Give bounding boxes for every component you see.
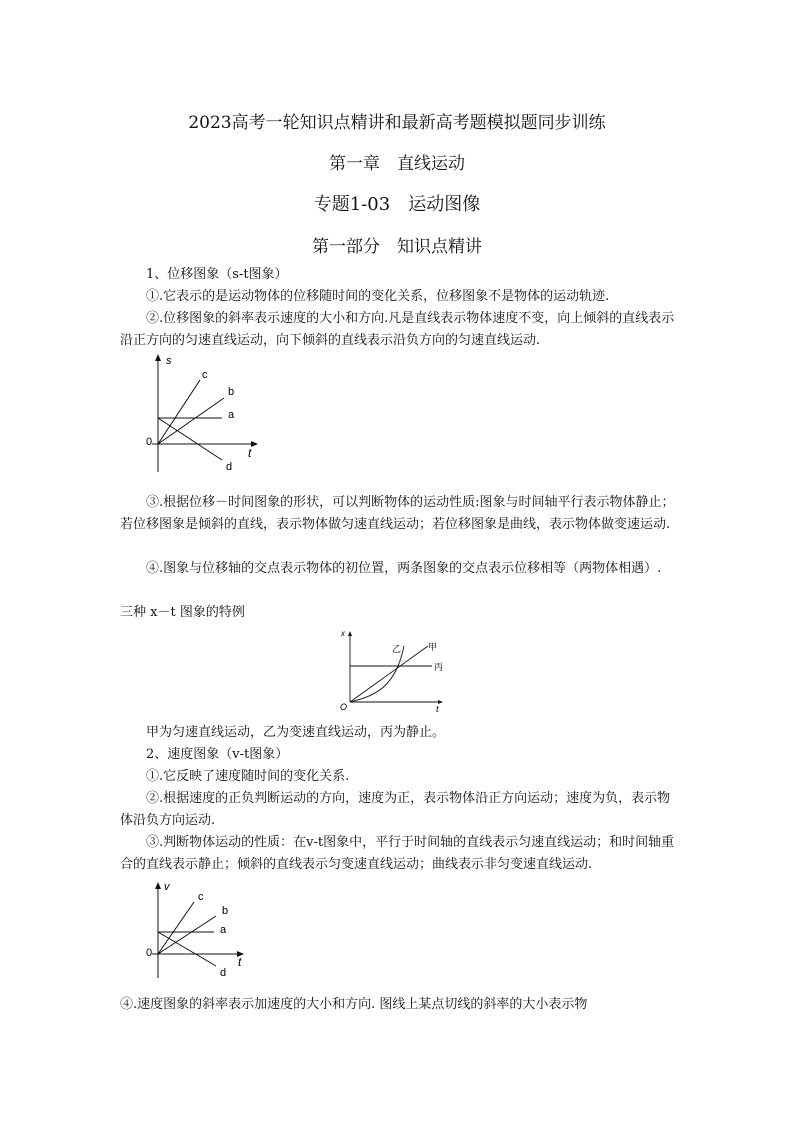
section2-p2: ②.根据速度的正负判断运动的方向，速度为正，表示物体沿正方向运动；速度为负，表示物体沿负方向运动.	[120, 791, 671, 828]
section1-p2: ②.位移图象的斜率表示速度的大小和方向.凡是直线表示物体速度不变，向上倾斜的直线表示沿正方向的匀速直线运动，向下倾斜的直线表示沿负方向的匀速直线运动.	[120, 311, 675, 348]
vt-x-label: t	[238, 955, 242, 969]
st-line-c	[158, 380, 200, 444]
section2-p1: ①.它反映了速度随时间的变化关系.	[146, 769, 350, 784]
st-label-a: a	[228, 409, 235, 421]
st-line-b	[158, 398, 224, 444]
st-label-c: c	[202, 369, 208, 381]
section1-p4: ④.图象与位移轴的交点表示物体的初位置，两条图象的交点表示位移相等（两物体相遇）.	[146, 561, 662, 576]
section2-p3: ③.判断物体运动的性质：在v-t图象中，平行于时间轴的直线表示匀速直线运动；和时间轴重合的直线表示静止；倾斜的直线表示匀变速直线运动；曲线表示非匀变速直线运动.	[120, 835, 675, 872]
st-label-d: d	[226, 461, 233, 473]
xt-curve-yi	[350, 646, 404, 702]
topic-title: 专题1-03 运动图像	[313, 194, 481, 215]
vt-line-b	[158, 916, 216, 954]
xt-y-label: x	[341, 629, 345, 638]
vt-line-c	[158, 902, 194, 954]
vt-label-a: a	[220, 924, 227, 936]
vt-label-c: c	[198, 891, 204, 903]
xt-label-bing: 丙	[434, 662, 444, 672]
section2-p4: ④.速度图象的斜率表示加速度的大小和方向. 图线上某点切线的斜率的大小表示物	[120, 997, 588, 1012]
examples-heading: 三种 x－t 图象的特例	[120, 605, 245, 620]
section1-heading: 1、位移图象（s-t图象）	[146, 267, 288, 282]
vt-y-label: v	[164, 881, 170, 893]
vt-label-b: b	[222, 905, 229, 917]
xt-y-arrow	[348, 631, 352, 636]
xt-examples-figure	[336, 626, 456, 714]
xt-label-yi: 乙	[392, 644, 402, 654]
section2-heading: 2、速度图象（v-t图象）	[146, 747, 289, 762]
xt-x-arrow	[438, 700, 443, 704]
main-title: 2023高考一轮知识点精讲和最新高考题模拟题同步训练	[188, 113, 606, 133]
vt-graph-figure	[140, 878, 260, 982]
vt-line-d	[158, 932, 216, 966]
st-label-b: b	[228, 386, 235, 398]
section1-p1: ①.它表示的是运动物体的位移随时间的变化关系，位移图象不是物体的运动轨迹.	[146, 289, 610, 304]
xt-x-label: t	[436, 704, 439, 714]
examples-caption: 甲为匀速直线运动，乙为变速直线运动，丙为静止。	[146, 725, 446, 740]
vt-y-arrow	[155, 882, 161, 889]
st-y-label: s	[166, 355, 172, 367]
st-y-arrow	[155, 354, 161, 361]
part-title: 第一部分 知识点精讲	[312, 237, 482, 257]
st-x-arrow	[251, 441, 258, 447]
xt-label-jia: 甲	[428, 642, 438, 652]
section1-p3: ③.根据位移－时间图象的形状，可以判断物体的运动性质:图象与时间轴平行表示物体静止；若位移图象是倾斜的直线，表示物体做匀速直线运动；若位移图象是曲线，表示物体做变速运动.	[120, 495, 675, 532]
st-line-d	[158, 418, 222, 460]
vt-label-d: d	[220, 967, 227, 979]
xt-line-jia	[350, 646, 428, 702]
vt-origin-label: 0	[146, 947, 153, 959]
xt-origin-label: O	[340, 702, 348, 712]
st-graph-figure	[140, 352, 270, 477]
st-origin-label: 0	[146, 436, 153, 448]
chapter-title: 第一章 直线运动	[329, 154, 465, 174]
st-x-label: t	[248, 446, 252, 460]
